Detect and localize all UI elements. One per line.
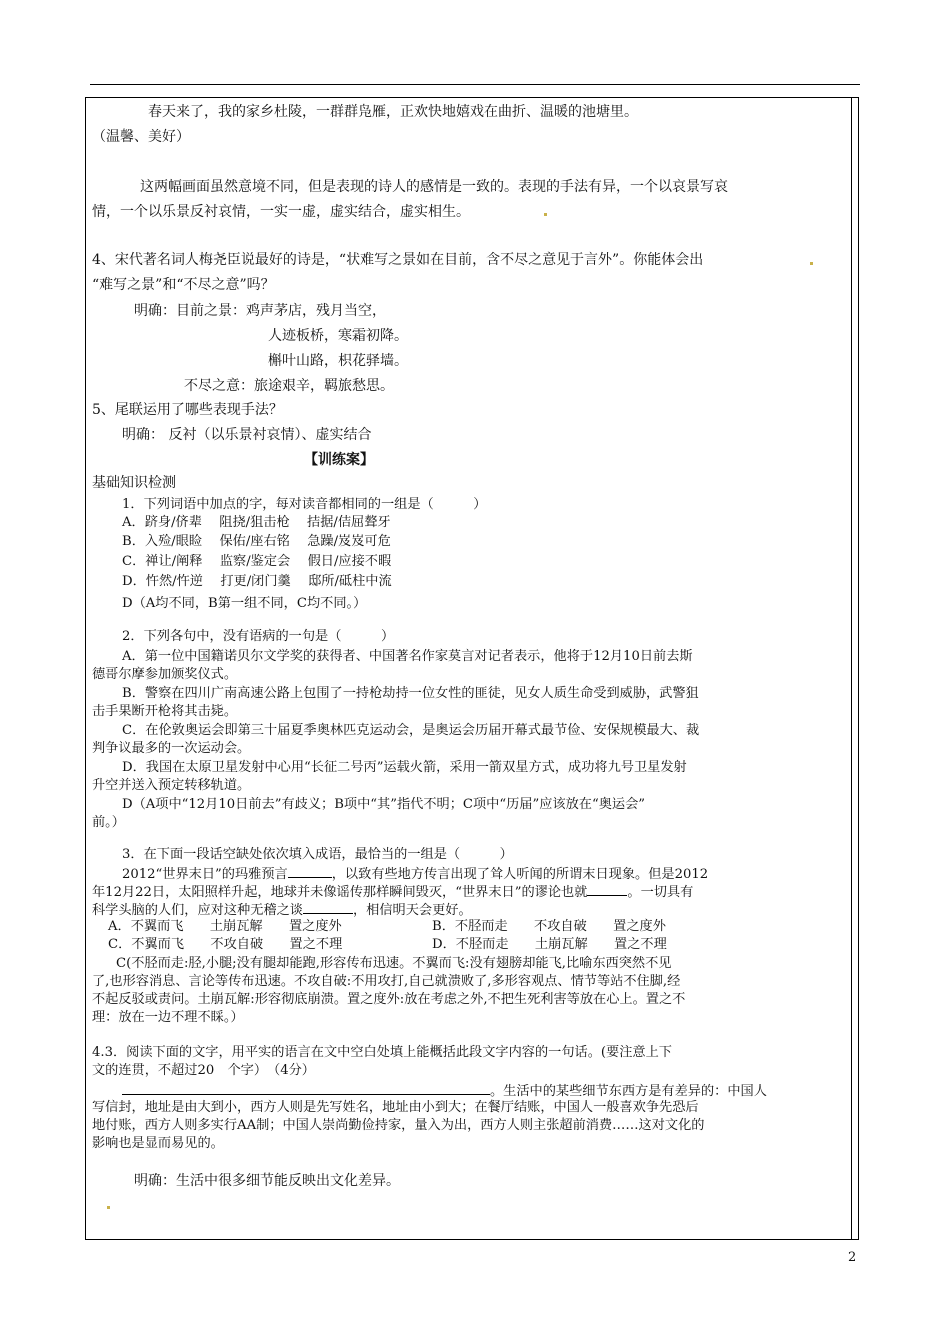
option-c: C．不翼而飞 不攻自破 置之不理 xyxy=(108,937,343,952)
header-rule xyxy=(90,84,860,85)
answer-line: C(不胫而走:胫,小腿;没有腿却能跑,形容传布迅速。不翼而飞:没有翅膀却能飞,比喻东西突然不见 xyxy=(116,956,672,971)
question-4-3: 4.3．阅读下面的文字，用平实的语言在文中空白处填上能概括此段文字内容的一句话。(要注意上下 xyxy=(92,1045,672,1060)
passage-text: 2012“世界末日”的玛雅预言 xyxy=(122,867,288,882)
passage-line: 地付账，西方人则多实行AA制；中国人崇尚勤俭持家，量入为出，西方人则主张超前消费……这对文化的 xyxy=(92,1118,705,1133)
option-a: A．第一位中国籍诺贝尔文学奖的获得者、中国著名作家莫言对记者表示，他将于12月10日前去斯 xyxy=(122,649,693,664)
fill-blank xyxy=(122,1081,490,1095)
question-4-3-cont: 文的连贯，不超过20 个字） （4分） xyxy=(92,1063,315,1078)
option-a-cont: 德哥尔摩参加颁奖仪式。 xyxy=(92,667,238,682)
option-d: D．不胫而走 土崩瓦解 置之不理 xyxy=(432,937,667,952)
frame-outer-rule xyxy=(858,97,859,1239)
fill-blank xyxy=(288,864,332,878)
option-b: B．警察在四川广南高速公路上包围了一持枪劫持一位女性的匪徒，见女人质生命受到威胁，武警狙 xyxy=(122,686,699,701)
passage-line xyxy=(122,1081,767,1101)
answer-line: 槲叶山路，枳花驿墙。 xyxy=(268,353,408,369)
answer-line: 明确： 反衬（以乐景衬哀情）、虚实结合 xyxy=(122,427,372,443)
answer-line: 不起反驳或责问。土崩瓦解:形容彻底崩溃。置之度外:放在考虑之外,不把生死利害等放在心上。置之不 xyxy=(92,992,686,1007)
option-c: C．禅让/阐释 监察/鉴定会 假日/应接不暇 xyxy=(122,554,392,569)
option-d: D．我国在太原卫星发射中心用“长征二号丙”运载火箭，采用一箭双星方式，成功将九号卫星发射 xyxy=(122,760,687,775)
option-a: A．跻身/侪辈 阻挠/狙击枪 拮据/佶屈聱牙 xyxy=(122,515,391,530)
option-d-cont: 升空并送入预定转移轨道。 xyxy=(92,778,251,793)
question-5: 5、尾联运用了哪些表现手法？ xyxy=(92,402,283,418)
question-3: 3．在下面一段话空缺处依次填入成语，最恰当的一组是（ ） xyxy=(122,847,513,862)
question-2: 2．下列各句中，没有语病的一句是（ ） xyxy=(122,629,395,644)
option-c: C．在伦敦奥运会即第三十届夏季奥林匹克运动会，是奥运会历届开幕式最节俭、安保规模最大、裁 xyxy=(122,723,700,738)
option-c-cont: 判争议最多的一次运动会。 xyxy=(92,741,251,756)
section-title: 【训练案】 xyxy=(304,452,374,468)
mark-dot xyxy=(810,262,813,265)
option-b: B．不胫而走 不攻自破 置之度外 xyxy=(432,919,666,934)
answer-line: 明确：目前之景：鸡声茅店，残月当空， xyxy=(134,303,386,319)
answer-line: 理：放在一边不理不睬。） xyxy=(92,1010,244,1025)
answer-line: D（A项中“12月10日前去”有歧义；B项中“其”指代不明；C项中“历届”应该放在“奥运会” xyxy=(122,797,645,812)
option-b: B．入殓/眼睑 保佑/座右铭 急躁/岌岌可危 xyxy=(122,534,391,549)
text-line: “难写之景”和“不尽之意”吗？ xyxy=(92,277,275,293)
text-line: 这两幅画面虽然意境不同，但是表现的诗人的感情是一致的。表现的手法有异，一个以哀景写哀 xyxy=(140,179,728,195)
answer-line: 了,也形容消息、言论等传布迅速。不攻自破:不用攻打,自己就溃败了,多形容观点、情节等站不住脚,经 xyxy=(92,974,681,989)
passage-text: 年12月22日，太阳照样升起，地球并未像谣传那样瞬间毁灭，“世界末日”的谬论也就 xyxy=(92,885,588,900)
question-4: 4、宋代著名词人梅尧臣说最好的诗是，“状难写之景如在目前，含不尽之意见于言外”。你能体会出 xyxy=(92,252,704,268)
passage-text: ，相信明天会更好。 xyxy=(353,903,472,918)
passage-line xyxy=(92,882,693,902)
question-1: 1．下列词语中加点的字，每对读音都相同的一组是（ ） xyxy=(122,497,487,512)
passage-text: ，以致有些地方传言出现了耸人听闻的所谓末日现象。但是2012 xyxy=(331,867,709,882)
text-line: 春天来了，我的家乡杜陵，一群群凫雁，正欢快地嬉戏在曲折、温暖的池塘里。 xyxy=(148,104,638,120)
answer-line: 人迹板桥，寒霜初降。 xyxy=(268,328,408,344)
fill-blank xyxy=(587,882,627,896)
mark-dot xyxy=(544,213,547,216)
answer-line: 明确：生活中很多细节能反映出文化差异。 xyxy=(134,1173,400,1189)
passage-text: 科学头脑的人们，应对这种无稽之谈 xyxy=(92,903,303,918)
mark-dot xyxy=(107,1206,110,1209)
passage-line: 写信封，地址是由大到小，西方人则是先写姓名，地址由小到大；在餐厅结账，中国人一般喜欢争先恐后 xyxy=(92,1100,699,1115)
answer-line: 不尽之意：旅途艰辛，羁旅愁思。 xyxy=(184,378,394,394)
option-b-cont: 击手果断开枪将其击毙。 xyxy=(92,704,238,719)
text-line: （温馨、美好） xyxy=(92,129,190,145)
passage-text: 。一切具有 xyxy=(627,885,694,900)
passage-line xyxy=(122,864,708,884)
passage-line xyxy=(92,900,472,920)
subsection-title: 基础知识检测 xyxy=(92,475,176,491)
text-line: 情，一个以乐景反衬哀情，一实一虚，虚实结合，虚实相生。 xyxy=(92,204,470,220)
fill-blank xyxy=(303,900,353,914)
option-a: A．不翼而飞 土崩瓦解 置之度外 xyxy=(108,919,342,934)
answer-line: 前。） xyxy=(92,815,125,830)
passage-line: 影响也是显而易见的。 xyxy=(92,1136,224,1151)
page-number: 2 xyxy=(848,1250,857,1265)
option-d: D．忤然/忤逆 打更/闭门羹 邸所/砥柱中流 xyxy=(122,574,392,589)
frame-inner-rule xyxy=(851,97,852,1239)
answer-line: D（A均不同，B第一组不同，C均不同。） xyxy=(122,596,367,611)
passage-text: 。生活中的某些细节东西方是有差异的：中国人 xyxy=(490,1084,767,1099)
